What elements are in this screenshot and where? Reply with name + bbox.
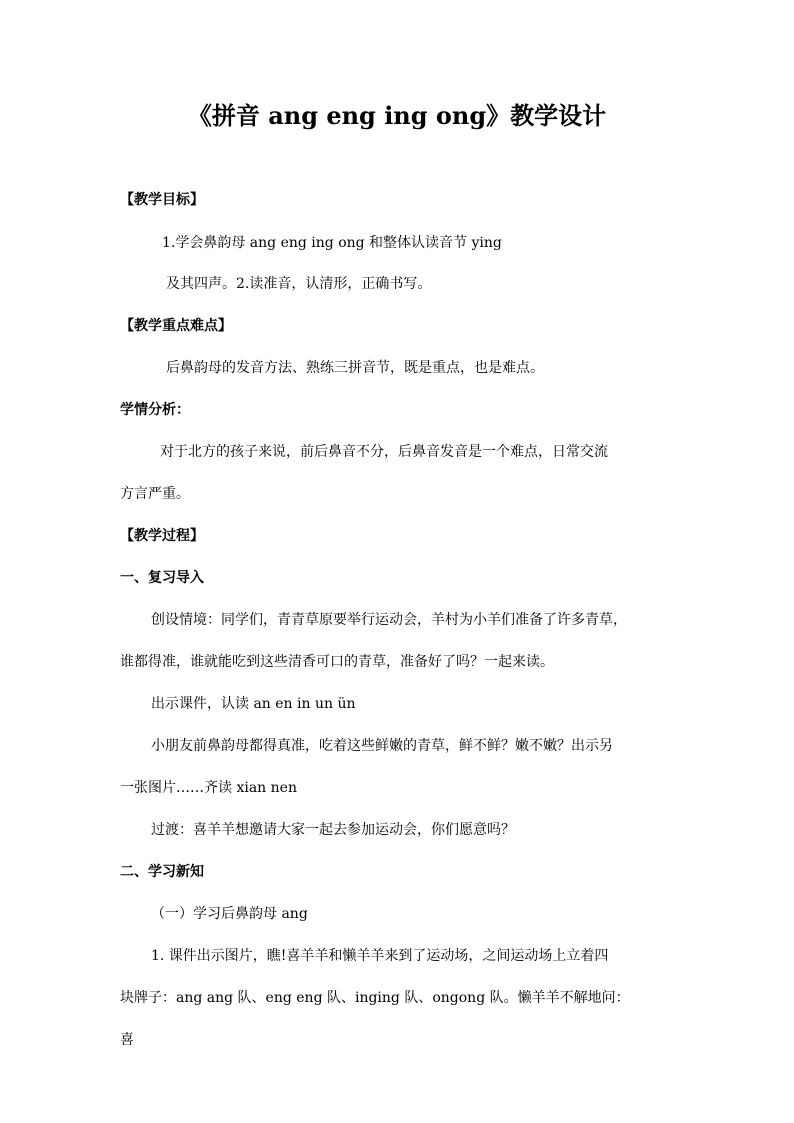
analysis-heading: 学情分析： — [120, 402, 190, 418]
goals-line-1: 1.学会鼻韵母 ang eng ing ong 和整体认读音节 ying — [162, 235, 502, 251]
process-heading: 【教学过程】 — [120, 528, 204, 544]
part1-paragraph1-line1: 创设情境：同学们，青青草原要举行运动会，羊村为小羊们准备了许多青草， — [151, 612, 627, 628]
part2-heading: 二、学习新知 — [120, 864, 204, 880]
part2-paragraph1-line3: 喜 — [120, 1032, 134, 1048]
key-points-line-1: 后鼻韵母的发音方法、熟练三拼音节，既是重点，也是难点。 — [166, 360, 544, 376]
goals-heading: 【教学目标】 — [120, 192, 204, 208]
part1-paragraph2-line1: 出示课件，认读 an en in un ün — [151, 696, 356, 712]
part1-paragraph4-line1: 过渡：喜羊羊想邀请大家一起去参加运动会，你们愿意吗？ — [151, 822, 515, 838]
part1-paragraph3-line1: 小朋友前鼻韵母都得真准，吃着这些鲜嫩的青草，鲜不鲜？嫩不嫩？出示另 — [151, 738, 613, 754]
part2-subheading-1: （一）学习后鼻韵母 ang — [151, 906, 308, 922]
analysis-line-1: 对于北方的孩子来说，前后鼻音不分，后鼻音发音是一个难点，日常交流 — [160, 444, 608, 460]
part1-heading: 一、复习导入 — [120, 570, 204, 586]
part2-paragraph1-line1: 1. 课件出示图片，瞧!喜羊羊和懒羊羊来到了运动场，之间运动场上立着四 — [151, 948, 609, 964]
goals-line-2: 及其四声。2.读准音，认清形，正确书写。 — [166, 276, 432, 292]
part1-paragraph1-line2: 谁都得准，谁就能吃到这些清香可口的青草，准备好了吗？一起来读。 — [120, 654, 554, 670]
document-title: 《拼音 ang eng ing ong》教学设计 — [187, 101, 607, 130]
analysis-line-2: 方言严重。 — [120, 486, 190, 502]
part2-paragraph1-line2: 块牌子：ang ang 队、eng eng 队、inging 队、ongong 队。懒羊羊不解地问： — [120, 990, 630, 1006]
part1-paragraph3-line2: 一张图片……齐读 xian nen — [120, 780, 297, 796]
key-points-heading: 【教学重点难点】 — [120, 318, 232, 334]
